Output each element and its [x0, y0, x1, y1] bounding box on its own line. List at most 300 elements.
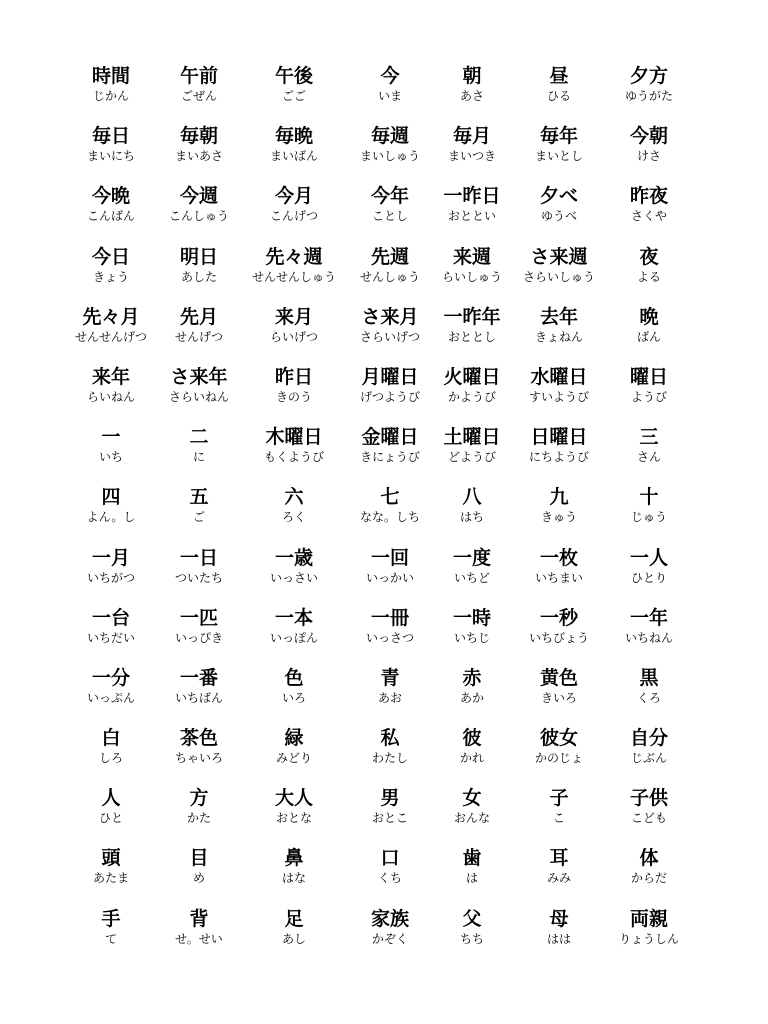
- vocab-reading: じぶん: [630, 751, 667, 766]
- vocab-word: 四: [101, 486, 121, 509]
- vocab-entry: [68, 361, 154, 421]
- vocab-word: 家族: [370, 907, 409, 930]
- vocab-word: 朝: [462, 65, 482, 87]
- vocab-entry: [244, 782, 344, 842]
- vocab-reading: いっかい: [365, 570, 414, 585]
- vocab-word: 時間: [91, 65, 130, 87]
- vocab-reading: ばん: [636, 329, 661, 344]
- vocab-entry: [436, 120, 508, 180]
- vocab-entry: [508, 722, 610, 782]
- vocab-entry: [344, 421, 436, 481]
- vocab-reading: いちびょう: [528, 630, 589, 645]
- vocab-reading: こども: [630, 811, 667, 826]
- vocab-reading: まいつき: [447, 149, 496, 164]
- vocab-entry: [508, 60, 610, 120]
- vocab-reading: さらいげつ: [359, 329, 420, 344]
- vocab-reading: おんな: [453, 811, 490, 826]
- vocab-reading: ようび: [630, 389, 667, 404]
- vocab-word: 来年: [91, 365, 130, 388]
- vocab-entry: [344, 301, 436, 361]
- vocab-word: 夜: [639, 245, 659, 268]
- vocab-word: さ来年: [170, 365, 228, 388]
- vocab-word: 先々月: [82, 305, 140, 328]
- vocab-entry: [244, 842, 344, 902]
- vocab-reading: じかん: [92, 89, 129, 103]
- vocab-entry: [344, 662, 436, 722]
- vocab-entry: [244, 542, 344, 602]
- vocab-word: 明日: [179, 245, 218, 268]
- vocab-entry: [244, 722, 344, 782]
- vocab-reading: きゅう: [540, 510, 577, 525]
- vocab-entry: [68, 421, 154, 481]
- vocab-reading: いちまい: [534, 570, 583, 585]
- vocab-reading: いっぷん: [86, 690, 135, 705]
- vocab-entry: [344, 180, 436, 240]
- vocab-word: 七: [380, 486, 400, 509]
- vocab-entry: [68, 842, 154, 902]
- vocab-entry: [154, 602, 244, 662]
- vocab-entry: [508, 481, 610, 541]
- vocab-reading: せんせんしゅう: [251, 269, 336, 284]
- vocab-entry: [244, 602, 344, 662]
- vocab-word: 先々週: [265, 245, 323, 268]
- vocab-word: 今晩: [91, 185, 130, 208]
- vocab-reading: こんげつ: [269, 209, 318, 224]
- vocab-word: 一昨日: [443, 185, 501, 208]
- vocab-entry: [344, 782, 436, 842]
- vocab-entry: [436, 421, 508, 481]
- vocab-reading: かのじょ: [534, 751, 583, 766]
- vocab-reading: おととし: [447, 329, 496, 344]
- vocab-entry: [508, 301, 610, 361]
- vocab-entry: [508, 903, 610, 963]
- vocab-reading: いっさつ: [365, 630, 414, 645]
- vocab-word: 昨夜: [629, 185, 668, 208]
- vocab-reading: いちだい: [86, 630, 135, 645]
- vocab-entry: [244, 481, 344, 541]
- vocab-word: 体: [639, 847, 659, 870]
- vocab-reading: らいげつ: [269, 329, 318, 344]
- vocab-word: 十: [639, 486, 659, 509]
- vocab-reading: すいようび: [528, 389, 589, 404]
- vocab-word: 一本: [274, 606, 313, 629]
- vocab-entry: [436, 903, 508, 963]
- vocab-entry: [610, 903, 688, 963]
- vocab-word: 昼: [549, 65, 569, 87]
- vocab-entry: [154, 361, 244, 421]
- vocab-word: 来週: [452, 245, 491, 268]
- vocab-word: 一歳: [274, 546, 313, 569]
- vocab-reading: ゆうがた: [624, 89, 673, 103]
- vocab-entry: [610, 481, 688, 541]
- vocab-reading: まいしゅう: [359, 149, 420, 164]
- vocab-word: さ来週: [530, 245, 588, 268]
- vocab-entry: [244, 120, 344, 180]
- vocab-reading: かた: [186, 811, 211, 826]
- vocab-word: 先月: [179, 305, 218, 328]
- vocab-word: 子供: [629, 787, 668, 810]
- vocab-word: 六: [284, 486, 304, 509]
- vocab-reading: ちち: [459, 931, 484, 946]
- vocab-reading: まいとし: [534, 149, 583, 164]
- vocab-reading: はは: [546, 931, 571, 946]
- vocab-word: 火曜日: [443, 365, 501, 388]
- vocab-entry: [610, 722, 688, 782]
- vocab-word: 自分: [629, 727, 668, 750]
- vocab-word: 緑: [284, 727, 304, 750]
- vocab-reading: にちようび: [528, 450, 589, 465]
- vocab-reading: くろ: [636, 690, 661, 705]
- vocab-entry: [436, 301, 508, 361]
- vocab-reading: じゅう: [630, 510, 667, 525]
- vocab-reading: せ。せい: [175, 931, 223, 946]
- vocab-word: 一度: [452, 546, 491, 569]
- vocab-reading: いっぽん: [269, 630, 318, 645]
- vocab-reading: かぞく: [371, 931, 408, 946]
- vocab-word: 子: [549, 787, 569, 810]
- vocab-word: 両親: [629, 907, 668, 930]
- vocab-reading: げつようび: [359, 389, 420, 404]
- vocab-reading: あか: [459, 690, 484, 705]
- vocab-entry: [508, 842, 610, 902]
- vocab-reading: あお: [377, 690, 402, 705]
- vocab-reading: こ: [552, 811, 565, 826]
- vocab-reading: まいにち: [86, 149, 135, 164]
- vocab-word: 土曜日: [443, 426, 501, 449]
- vocab-word: 人: [101, 787, 121, 810]
- vocab-entry: [610, 542, 688, 602]
- vocab-word: 一回: [370, 546, 409, 569]
- vocab-word: さ来月: [361, 305, 419, 328]
- vocab-entry: [154, 120, 244, 180]
- vocab-word: 一日: [179, 546, 218, 569]
- vocab-word: 金曜日: [361, 426, 419, 449]
- vocab-reading: いちねん: [624, 630, 673, 645]
- vocab-word: 一枚: [539, 546, 578, 569]
- vocab-word: 一冊: [370, 606, 409, 629]
- vocab-reading: きょう: [92, 269, 129, 284]
- vocab-word: 水曜日: [530, 365, 588, 388]
- vocab-word: 今: [380, 65, 400, 87]
- vocab-entry: [436, 241, 508, 301]
- vocab-reading: はち: [459, 510, 484, 525]
- vocab-word: 晩: [639, 305, 659, 328]
- vocab-entry: [154, 180, 244, 240]
- vocab-reading: りょうしん: [618, 931, 679, 946]
- vocab-reading: おととい: [447, 209, 496, 224]
- vocab-entry: [344, 903, 436, 963]
- vocab-entry: [436, 842, 508, 902]
- vocab-word: 鼻: [284, 847, 304, 870]
- vocab-entry: [244, 241, 344, 301]
- vocab-word: 毎週: [370, 125, 409, 148]
- vocab-word: 午後: [274, 65, 313, 87]
- vocab-reading: らいねん: [86, 389, 135, 404]
- vocab-entry: [68, 662, 154, 722]
- vocab-reading: ごぜん: [180, 89, 217, 103]
- vocab-entry: [154, 542, 244, 602]
- vocab-entry: [508, 361, 610, 421]
- vocab-word: 歯: [462, 847, 482, 870]
- vocab-word: 白: [101, 727, 121, 750]
- vocab-entry: [610, 120, 688, 180]
- vocab-entry: [508, 120, 610, 180]
- vocab-entry: [610, 301, 688, 361]
- vocab-entry: [610, 241, 688, 301]
- vocab-word: 口: [380, 847, 400, 870]
- vocab-reading: ちゃいろ: [174, 751, 223, 766]
- vocab-reading: いちばん: [174, 690, 223, 705]
- vocab-reading: おとこ: [371, 811, 408, 826]
- vocab-entry: [244, 180, 344, 240]
- vocab-reading: ろく: [281, 510, 306, 525]
- vocab-reading: みどり: [275, 751, 312, 766]
- vocab-entry: [154, 481, 244, 541]
- vocab-entry: [154, 421, 244, 481]
- vocab-word: 大人: [274, 787, 313, 810]
- vocab-entry: [344, 241, 436, 301]
- vocab-reading: ひとり: [630, 570, 667, 585]
- vocab-reading: きょねん: [534, 329, 583, 344]
- vocab-word: 九: [549, 486, 569, 509]
- vocab-word: 日曜日: [530, 426, 588, 449]
- vocab-entry: [344, 481, 436, 541]
- vocab-entry: [508, 241, 610, 301]
- vocab-entry: [68, 241, 154, 301]
- vocab-word: 父: [462, 907, 482, 930]
- vocab-entry: [610, 60, 688, 120]
- vocab-word: 一人: [629, 546, 668, 569]
- vocab-entry: [154, 662, 244, 722]
- vocab-word: 三: [639, 426, 659, 449]
- vocab-entry: [68, 60, 154, 120]
- vocab-word: 毎月: [452, 125, 491, 148]
- vocab-reading: せんげつ: [174, 329, 223, 344]
- vocab-word: 今日: [91, 245, 130, 268]
- vocab-word: 色: [284, 666, 304, 689]
- vocab-reading: あさ: [459, 89, 484, 103]
- vocab-entry: [610, 602, 688, 662]
- vocab-reading: は: [465, 871, 478, 886]
- vocab-word: 今年: [370, 185, 409, 208]
- vocab-entry: [68, 481, 154, 541]
- vocab-reading: ゆうべ: [540, 209, 577, 224]
- vocab-reading: わたし: [371, 751, 408, 766]
- vocab-reading: ひと: [98, 811, 123, 826]
- vocab-reading: ついたち: [174, 570, 223, 585]
- vocab-word: 方: [189, 787, 209, 810]
- vocab-word: 一年: [629, 606, 668, 629]
- vocab-entry: [154, 903, 244, 963]
- vocab-entry: [344, 842, 436, 902]
- vocab-word: 昨日: [274, 365, 313, 388]
- vocab-reading: こんばん: [86, 209, 135, 224]
- vocab-word: 一分: [91, 666, 130, 689]
- vocab-reading: いちじ: [453, 630, 490, 645]
- vocab-word: 月曜日: [361, 365, 419, 388]
- vocab-word: 曜日: [629, 365, 668, 388]
- vocab-entry: [68, 120, 154, 180]
- vocab-entry: [436, 481, 508, 541]
- vocab-word: 一時: [452, 606, 491, 629]
- vocab-reading: あたま: [92, 871, 129, 886]
- vocab-reading: よる: [636, 269, 661, 284]
- vocab-reading: からだ: [630, 871, 667, 886]
- vocab-entry: [610, 782, 688, 842]
- vocab-entry: [508, 542, 610, 602]
- vocab-reading: ごご: [281, 89, 306, 103]
- vocab-word: 一台: [91, 606, 130, 629]
- vocab-reading: いちど: [453, 570, 490, 585]
- vocab-entry: [344, 120, 436, 180]
- vocab-reading: きにょうび: [360, 450, 420, 465]
- vocab-entry: [154, 60, 244, 120]
- vocab-word: 先週: [370, 245, 409, 268]
- vocab-entry: [154, 782, 244, 842]
- vocab-word: 男: [380, 787, 400, 810]
- vocabulary-grid: [68, 60, 688, 963]
- vocab-word: 手: [101, 907, 121, 930]
- vocab-reading: せんせんげつ: [74, 329, 147, 344]
- vocab-reading: さん: [636, 450, 661, 465]
- vocab-word: 一匹: [179, 606, 218, 629]
- vocab-word: 夕方: [629, 65, 668, 87]
- vocab-word: 茶色: [179, 727, 218, 750]
- vocab-word: 彼女: [539, 727, 578, 750]
- vocab-word: 二: [189, 426, 209, 449]
- vocab-entry: [154, 842, 244, 902]
- vocab-reading: くち: [377, 871, 402, 886]
- vocab-entry: [154, 301, 244, 361]
- vocab-word: 八: [462, 486, 482, 509]
- vocab-reading: さらいねん: [168, 389, 229, 404]
- vocab-entry: [244, 662, 344, 722]
- vocab-reading: よん。し: [86, 510, 136, 525]
- vocab-reading: みみ: [546, 871, 571, 886]
- vocab-reading: はな: [281, 871, 306, 886]
- vocab-reading: ことし: [371, 209, 408, 224]
- vocab-reading: なな。しち: [359, 510, 420, 525]
- vocab-reading: に: [192, 450, 205, 465]
- vocab-word: 毎晩: [274, 125, 313, 148]
- vocab-reading: いち: [98, 450, 123, 465]
- vocab-reading: ご: [192, 510, 205, 525]
- vocab-reading: どようび: [447, 450, 496, 465]
- vocab-entry: [68, 180, 154, 240]
- vocab-entry: [344, 60, 436, 120]
- vocab-reading: さらいしゅう: [522, 269, 595, 284]
- vocab-entry: [436, 722, 508, 782]
- vocab-word: 毎朝: [179, 125, 218, 148]
- vocab-reading: あした: [180, 269, 217, 284]
- vocab-word: 一番: [179, 666, 218, 689]
- vocab-entry: [610, 421, 688, 481]
- vocab-entry: [244, 301, 344, 361]
- vocab-entry: [508, 180, 610, 240]
- vocab-entry: [436, 542, 508, 602]
- vocab-word: 母: [549, 907, 569, 930]
- vocab-entry: [508, 662, 610, 722]
- vocab-word: 耳: [549, 847, 569, 870]
- vocab-reading: いろ: [281, 690, 306, 705]
- vocab-word: 赤: [462, 666, 482, 689]
- vocab-entry: [436, 361, 508, 421]
- vocab-word: 一: [101, 426, 121, 449]
- vocab-word: 背: [189, 907, 209, 930]
- vocab-word: 足: [284, 907, 304, 930]
- vocab-entry: [154, 241, 244, 301]
- vocab-word: 今週: [179, 185, 218, 208]
- vocab-word: 一月: [91, 546, 130, 569]
- vocab-word: 去年: [539, 305, 578, 328]
- vocab-reading: まいばん: [269, 149, 318, 164]
- vocab-reading: かようび: [447, 389, 496, 404]
- vocab-word: 目: [189, 847, 209, 870]
- vocab-entry: [68, 782, 154, 842]
- vocab-entry: [508, 421, 610, 481]
- vocab-reading: かれ: [459, 751, 484, 766]
- vocab-reading: きいろ: [540, 690, 577, 705]
- vocab-entry: [508, 602, 610, 662]
- vocab-reading: め: [192, 871, 205, 886]
- vocab-entry: [610, 180, 688, 240]
- vocab-word: 木曜日: [265, 426, 323, 449]
- vocab-entry: [68, 722, 154, 782]
- vocab-entry: [436, 60, 508, 120]
- vocab-word: 五: [189, 486, 209, 509]
- vocab-entry: [68, 301, 154, 361]
- vocab-word: 毎年: [539, 125, 578, 148]
- vocab-reading: いっぴき: [174, 630, 223, 645]
- vocab-word: 一昨年: [443, 305, 501, 328]
- vocab-word: 今月: [274, 185, 313, 208]
- vocab-word: 今朝: [629, 125, 668, 148]
- vocab-entry: [610, 842, 688, 902]
- vocab-entry: [508, 782, 610, 842]
- vocab-entry: [344, 722, 436, 782]
- vocab-word: 頭: [101, 847, 121, 870]
- vocab-word: 黒: [639, 666, 659, 689]
- vocab-entry: [154, 722, 244, 782]
- vocab-entry: [436, 662, 508, 722]
- vocab-word: 一秒: [539, 606, 578, 629]
- vocab-reading: こんしゅう: [168, 209, 229, 224]
- vocab-entry: [68, 602, 154, 662]
- vocab-reading: まいあさ: [174, 149, 223, 164]
- vocab-word: 夕べ: [539, 185, 578, 208]
- vocab-entry: [610, 361, 688, 421]
- vocab-entry: [68, 903, 154, 963]
- vocab-word: 来月: [274, 305, 313, 328]
- vocab-reading: もくようび: [263, 450, 324, 465]
- vocabulary-sheet: [68, 60, 688, 963]
- vocab-entry: [436, 602, 508, 662]
- vocab-word: 彼: [462, 727, 482, 750]
- vocab-entry: [344, 361, 436, 421]
- vocab-word: 私: [380, 727, 400, 750]
- vocab-entry: [344, 602, 436, 662]
- vocab-reading: らいしゅう: [441, 269, 502, 284]
- vocab-entry: [436, 180, 508, 240]
- vocab-word: 女: [462, 787, 482, 810]
- vocab-entry: [244, 421, 344, 481]
- vocab-reading: いっさい: [269, 570, 318, 585]
- vocab-entry: [610, 662, 688, 722]
- vocab-word: 午前: [179, 65, 218, 87]
- vocab-reading: せんしゅう: [359, 269, 420, 284]
- vocab-entry: [244, 903, 344, 963]
- vocab-reading: いちがつ: [86, 570, 135, 585]
